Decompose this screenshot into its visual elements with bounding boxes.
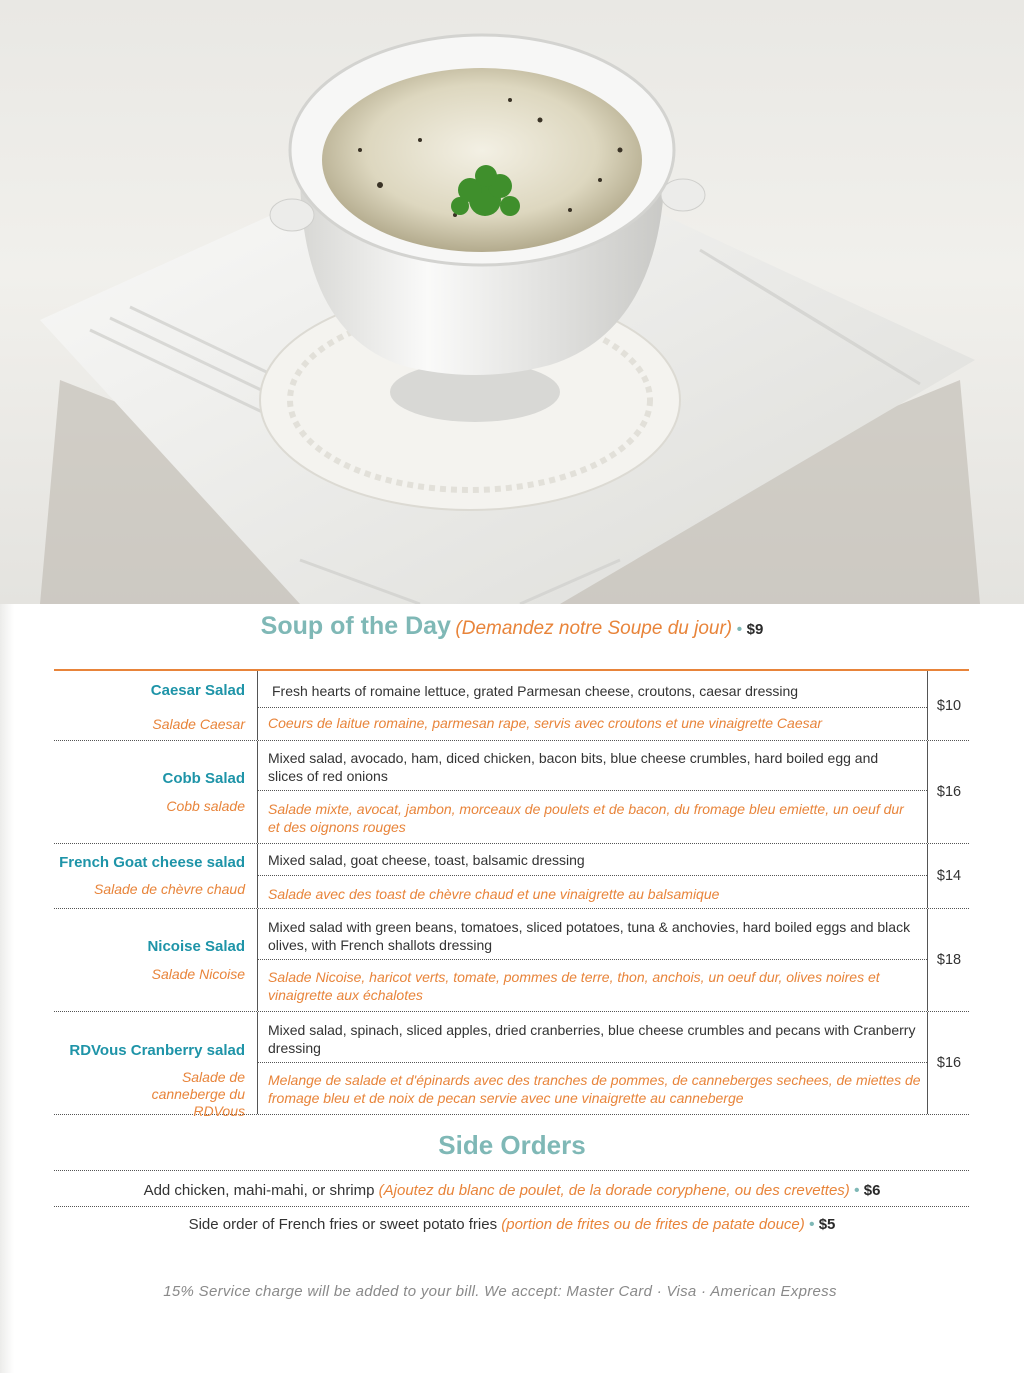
menu-item-caesar-salad (54, 671, 969, 741)
item-name-en: Cobb Salad (162, 770, 245, 787)
side-order-protein (0, 1182, 1024, 1200)
side-orders-heading: Side Orders (438, 1130, 586, 1160)
menu-item-cobb-salad (54, 741, 969, 844)
side-orders-rule-middle (54, 1206, 969, 1207)
item-description-cell (258, 909, 928, 1011)
side-order-price: $5 (818, 1216, 836, 1233)
item-description-en: Mixed salad, avocado, ham, diced chicken, bacon bits, blue cheese crumbles, hard boiled egg and slices of red onions (268, 750, 879, 784)
menu-item-nicoise-salad (54, 909, 969, 1012)
side-orders-rule-top (54, 1170, 969, 1171)
item-name-cell (54, 844, 258, 908)
item-description-fr: Melange de salade et d'épinards avec des tranches de pommes, de canneberges sechees, de miettes de fromage bleu et de noix de pecan servie avec une vinaigrette au canneberge (268, 1072, 921, 1106)
description-divider (258, 875, 927, 876)
item-price: $18 (936, 952, 962, 968)
menu-item-cranberry-salad (54, 1012, 969, 1119)
side-order-en: Add chicken, mahi-mahi, or shrimp (143, 1182, 375, 1199)
item-description-en: Fresh hearts of romaine lettuce, grated Parmesan cheese, croutons, caesar dressing (272, 683, 799, 699)
side-order-price: $6 (863, 1182, 881, 1199)
item-name-en: French Goat cheese salad (59, 854, 245, 871)
item-name-cell (54, 1012, 258, 1119)
footer-service-charge-note: 15% Service charge will be added to your bill. We accept: Master Card · Visa · American Express (163, 1283, 837, 1300)
item-price: $10 (936, 697, 962, 714)
item-name-cell (54, 671, 258, 740)
item-description-fr: Salade Nicoise, haricot verts, tomate, pommes de terre, thon, anchois, un oeuf dur, olives noires et vinaigrette aux échalotes (268, 969, 880, 1003)
item-name-fr: Salade de canneberge du RDVous (151, 1069, 245, 1119)
side-order-fr: (portion de frites ou de frites de patate douce) (501, 1216, 805, 1233)
item-name-fr: Salade de chèvre chaud (94, 881, 245, 897)
item-description-cell (258, 844, 928, 908)
bullet-separator: • (808, 1216, 815, 1233)
item-price: $16 (936, 784, 962, 800)
soup-french: (Demandez notre Soupe du jour) (455, 618, 733, 639)
item-name-cell (54, 909, 258, 1011)
item-name-fr: Salade Nicoise (151, 966, 245, 982)
side-order-fries (0, 1216, 1024, 1234)
item-name-en: RDVous Cranberry salad (69, 1042, 245, 1059)
item-description-cell (258, 671, 928, 740)
side-order-en: Side order of French fries or sweet potato fries (188, 1216, 498, 1233)
item-description-en: Mixed salad with green beans, tomatoes, sliced potatoes, tuna & anchovies, hard boiled eggs and black olives, with French shallots dressing (268, 919, 911, 953)
description-divider (258, 1062, 927, 1063)
description-divider (258, 707, 927, 708)
item-name-fr: Cobb salade (166, 798, 245, 814)
item-price: $14 (936, 868, 962, 884)
item-name-en: Nicoise Salad (147, 938, 245, 955)
item-name-fr: Salade Caesar (152, 716, 245, 732)
hero-photo-soup-bowl (0, 0, 1024, 604)
item-price: $16 (936, 1055, 962, 1071)
item-name-cell (54, 741, 258, 843)
description-divider (258, 790, 927, 791)
description-divider (258, 959, 927, 960)
side-order-fr: (Ajoutez du blanc de poulet, de la dorade coryphene, ou des crevettes) (378, 1182, 850, 1199)
soup-title: Soup of the Day (260, 612, 451, 640)
item-name-en: Caesar Salad (150, 682, 245, 699)
item-description-en: Mixed salad, spinach, sliced apples, dried cranberries, blue cheese crumbles and pecans with Cranberry dressing (268, 1022, 916, 1056)
menu-item-goat-cheese-salad (54, 844, 969, 909)
page-edge-shade (0, 604, 14, 1373)
bullet-separator: • (736, 621, 743, 638)
item-description-fr: Salade avec des toast de chèvre chaud et une vinaigrette au balsamique (268, 886, 720, 902)
bullet-separator: • (853, 1182, 860, 1199)
item-description-en: Mixed salad, goat cheese, toast, balsamic dressing (268, 852, 585, 868)
item-description-fr: Salade mixte, avocat, jambon, morceaux de poulets et de bacon, du fromage bleu emiette, un oeuf dur et des oignons rouges (268, 801, 904, 835)
soup-price: $9 (746, 621, 764, 638)
soup-of-the-day-line (0, 612, 1024, 641)
item-description-fr: Coeurs de laitue romaine, parmesan rape, servis avec croutons et une vinaigrette Caesar (268, 715, 823, 731)
item-description-cell (258, 1012, 928, 1114)
item-description-cell (258, 741, 928, 843)
